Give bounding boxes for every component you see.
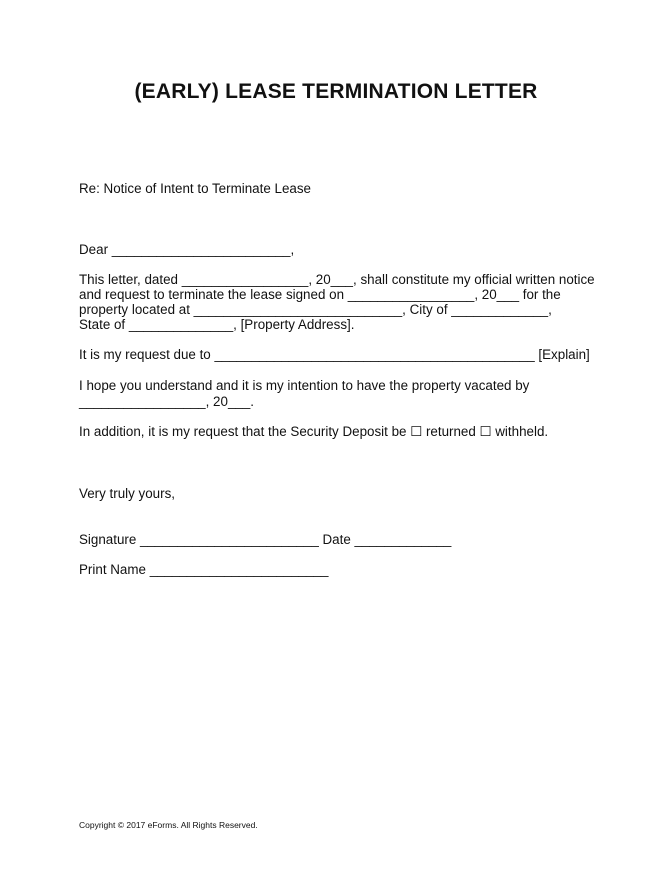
copyright-footer: Copyright © 2017 eForms. All Rights Reserved. xyxy=(79,820,258,830)
signature-line: Signature ________________________ Date _____________ xyxy=(79,532,452,547)
vacate-line2: _________________, 20___. xyxy=(79,394,255,409)
closing: Very truly yours, xyxy=(79,486,175,501)
security-deposit-line: In addition, it is my request that the Security Deposit be ☐ returned ☐ withheld. xyxy=(79,424,549,439)
paragraph1-line2: and request to terminate the lease signed on _________________, 20___ for the xyxy=(79,287,561,302)
print-name-line: Print Name ________________________ xyxy=(79,562,329,577)
paragraph1-line4: State of ______________, [Property Address]. xyxy=(79,317,355,332)
request-line: It is my request due to ___________________________________________ [Explain] xyxy=(79,347,590,362)
vacate-line1: I hope you understand and it is my intention to have the property vacated by xyxy=(79,378,530,393)
paragraph1-line1: This letter, dated _________________, 20___, shall constitute my official written notice xyxy=(79,272,595,287)
salutation: Dear ________________________, xyxy=(79,242,295,257)
re-line: Re: Notice of Intent to Terminate Lease xyxy=(79,181,311,196)
paragraph1-line3: property located at ____________________________, City of _____________, xyxy=(79,302,552,317)
document-title: (EARLY) LEASE TERMINATION LETTER xyxy=(134,80,538,103)
